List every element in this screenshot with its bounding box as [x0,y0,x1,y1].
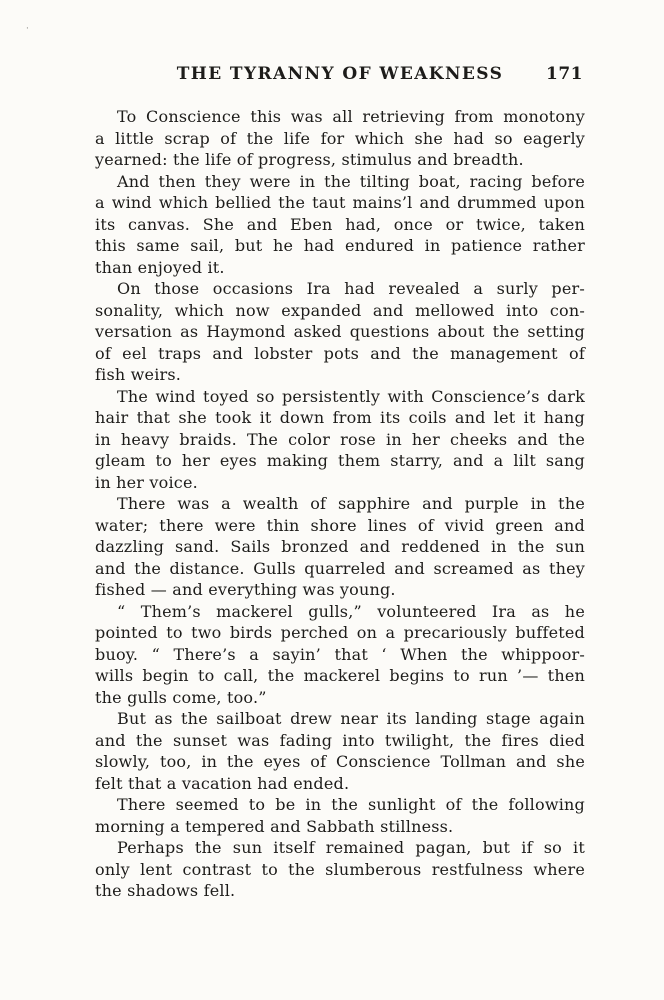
text-line: dazzling sand. Sails bronzed and reddened in the sun [95,537,585,556]
page-header [95,64,585,84]
text-line: the shadows fell. [95,881,236,900]
text-line: fished — and everything was young. [95,580,396,599]
text-line: its canvas. She and Eben had, once or twice, taken [95,214,585,234]
text-line: sonality, which now expanded and mellowed into con- [95,300,585,320]
running-title: THE TYRANNY OF WEAKNESS [176,64,504,84]
text-line: a wind which bellied the taut mains’l and drummed upon [95,193,585,212]
paragraph [95,601,585,709]
text-line: felt that a vacation had ended. [95,773,350,793]
text-line: To Conscience this was all retrieving from monotony [117,107,585,126]
text-line: versation as Haymond asked questions about the setting [95,322,585,341]
text-line: the gulls come, too.” [95,687,267,707]
paragraph [95,837,585,902]
print-speck: · [26,24,29,34]
paragraph [95,708,585,794]
text-line: a little scrap of the life for which she had so eagerly [95,128,585,148]
paragraph [95,106,585,171]
text-line: But as the sailboat drew near its landing stage again [117,709,585,728]
text-line: buoy. “ There’s a sayin’ that ‘ When the whippoor- [95,644,585,664]
text-line: There seemed to be in the sunlight of the following [117,795,585,814]
paragraph [95,278,585,386]
text-line: wills begin to call, the mackerel begins to run ’— then [95,666,585,685]
text-line: slowly, too, in the eyes of Conscience Tollman and she [95,752,585,771]
paragraph [95,493,585,601]
text-line: fish weirs. [95,365,182,384]
text-line: morning a tempered and Sabbath stillness. [95,816,454,836]
text-line: And then they were in the tilting boat, racing before [117,171,585,191]
page-content [95,64,585,902]
text-line: “ Them’s mackerel gulls,” volunteered Ira as he [117,601,585,621]
text-line: hair that she took it down from its coils and let it hang [95,408,585,427]
text-line: and the sunset was fading into twilight, the fires died [95,730,585,750]
text-line: The wind toyed so persistently with Conscience’s dark [117,386,585,406]
text-line: in heavy braids. The color rose in her cheeks and the [95,429,585,449]
text-line: On those occasions Ira had revealed a surly per- [117,279,585,298]
text-line: of eel traps and lobster pots and the management of [95,343,585,363]
text-line: There was a wealth of sapphire and purple in the [117,494,585,513]
text-line: this same sail, but he had endured in patience rather [95,236,585,255]
paragraph [95,794,585,837]
text-line: water; there were thin shore lines of vivid green and [95,515,585,535]
paragraph [95,171,585,279]
text-line: in her voice. [95,472,198,492]
text-line: only lent contrast to the slumberous restfulness where [95,859,585,879]
text-line: Perhaps the sun itself remained pagan, but if so it [117,838,585,857]
text-line: pointed to two birds perched on a precariously buffeted [95,623,585,642]
text-line: and the distance. Gulls quarreled and screamed as they [95,558,585,578]
paragraph [95,386,585,494]
text-line: gleam to her eyes making them starry, and a lilt sang [95,451,585,470]
page-number: 171 [546,64,583,84]
text-line: than enjoyed it. [95,257,225,277]
text-block [95,106,585,902]
text-line: yearned: the life of progress, stimulus and breadth. [95,150,524,169]
